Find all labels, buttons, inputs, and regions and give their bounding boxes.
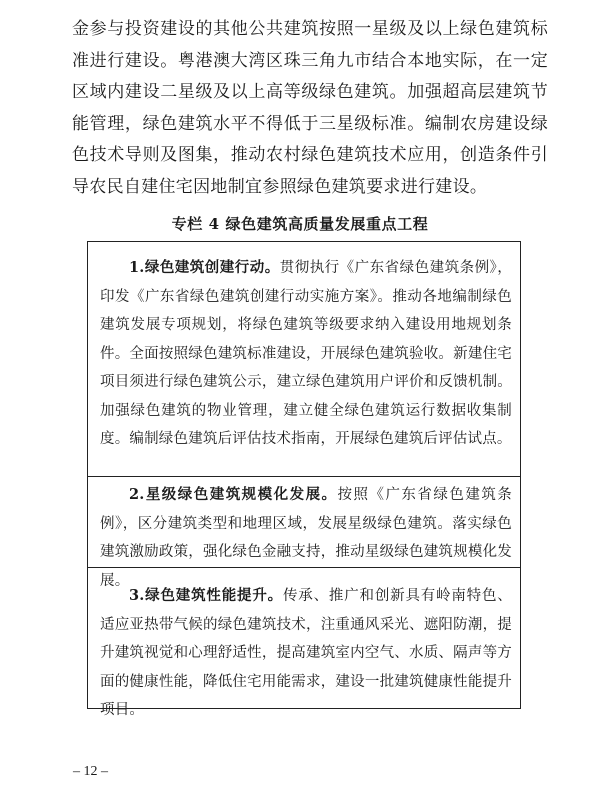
- project-item-creation-action: [88, 254, 520, 476]
- project-item-performance-improvement: [88, 567, 520, 718]
- project-item-heading: 3.绿色建筑性能提升。: [129, 587, 283, 604]
- page-number: – 12 –: [73, 764, 108, 779]
- project-item-star-rating-scale: [88, 476, 520, 589]
- project-item-body: 传承、推广和创新具有岭南特色、适应亚热带气候的绿色建筑技术，注重通风采光、遮阳防潮，提升建筑视觉和心理舒适性，提高建筑室内空气、水质、隔声等方面的健康性能，降低住宅用能需求，建设一批建筑健康性能提升项目。: [100, 588, 513, 718]
- project-item-body: 贯彻执行《广东省绿色建筑条例》，印发《广东省绿色建筑创建行动实施方案》。推动各地编制绿色建筑发展专项规划，将绿色建筑等级要求纳入建设用地规划条件。全面按照绿色建筑标准建设，开展绿色建筑验收。新建住宅项目须进行绿色建筑公示，建立绿色建筑用户评价和反馈机制。加强绿色建筑的物业管理，建立健全绿色建筑运行数据收集制度。编制绿色建筑后评估技术指南，开展绿色建筑后评估试点。: [100, 260, 512, 447]
- column-title: 专栏 4 绿色建筑高质量发展重点工程: [171, 215, 429, 233]
- project-item-heading: 2.星级绿色建筑规模化发展。: [129, 486, 338, 503]
- project-item-body: 按照《广东省绿色建筑条例》，区分建筑类型和地理区域，发展星级绿色建筑。落实绿色建筑激励政策，强化绿色金融支持，推动星级绿色建筑规模化发展。: [100, 487, 512, 589]
- key-projects-box: [87, 241, 521, 718]
- project-item-heading: 1.绿色建筑创建行动。: [129, 259, 280, 276]
- intro-paragraph: 金参与投资建设的其他公共建筑按照一星级及以上绿色建筑标准进行建设。粤港澳大湾区珠三角九市结合本地实际，在一定区域内建设二星级及以上高等级绿色建筑。加强超高层建筑节能管理，绿色建筑水平不得低于三星级标准。编制农房建设绿色技术导则及图集，推动农村绿色建筑技术应用，创造条件引导农民自建住宅因地制宜参照绿色建筑要求进行建设。: [72, 19, 548, 197]
